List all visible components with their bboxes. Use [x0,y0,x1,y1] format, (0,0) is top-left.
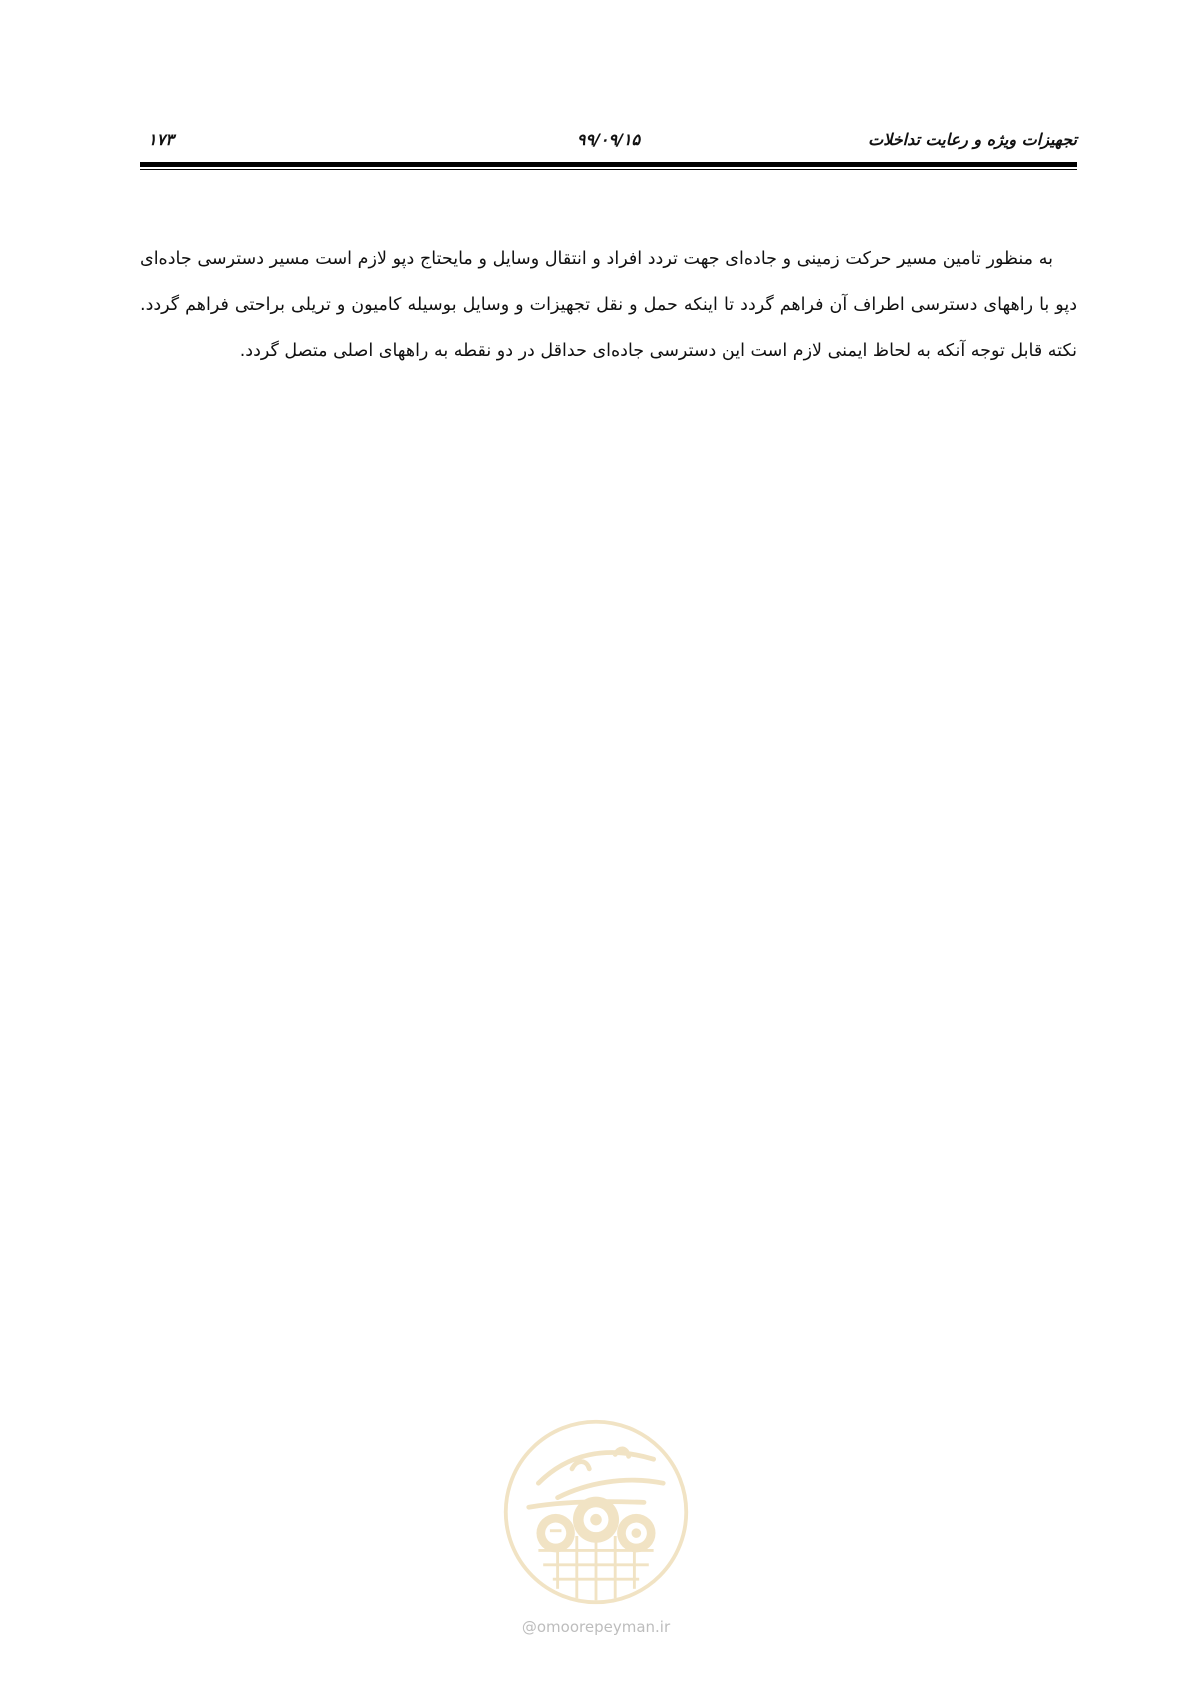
watermark-seal-icon [500,1416,692,1608]
watermark-logo [500,1416,692,1608]
header-date: ۹۹/۰۹/۱۵ [576,130,641,149]
header-title: تجهیزات ویژه و رعایت تداخلات [868,130,1077,149]
watermark-url: @omoorepeyman.ir [521,1618,671,1636]
page-number: ۱۷۳ [148,130,174,149]
header-rule-thin [140,169,1077,170]
header-rule-thick [140,162,1077,167]
body-paragraph: به منظور تامین مسیر حرکت زمینی و جاده‌ای جهت تردد افراد و انتقال وسایل و مایحتاج دپو لازم است مسیر دسترسی جاده‌ای دپو با راههای دسترسی اطراف آن فراهم گردد تا اینکه حمل و نقل تجهیزات و وسایل بوسیله کامیون و تریلی براحتی فراهم گردد. نکته قابل توجه آنکه به لحاظ ایمنی لازم است این دسترسی جاده‌ای حداقل در دو نقطه به راههای اصلی متصل گردد. [140,248,1077,361]
running-header [140,126,1077,156]
